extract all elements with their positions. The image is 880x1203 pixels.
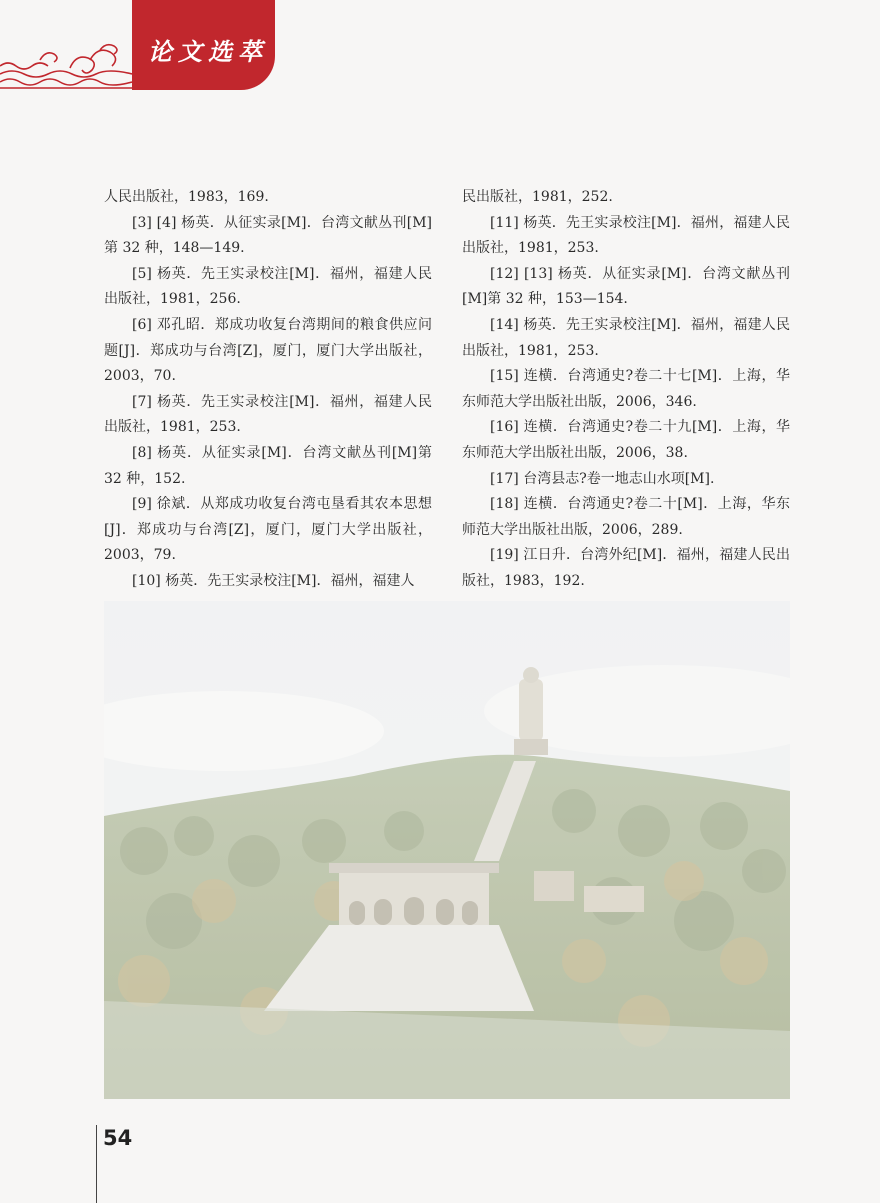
reference-item: [6] 邓孔昭．郑成功收复台湾期间的粮食供应问题[J]．郑成功与台湾[Z]，厦门，厦门大学出版社，2003，70. — [104, 316, 432, 385]
reference-item: 人民出版社，1983，169. — [104, 189, 269, 205]
reference-item: [18] 连横．台湾通史?卷二十[M]．上海，华东师范大学出版社出版，2006，289. — [462, 496, 790, 538]
reference-item: [15] 连横．台湾通史?卷二十七[M]．上海，华东师范大学出版社出版，2006，346. — [462, 368, 790, 410]
reference-item: [19] 江日升．台湾外纪[M]．福州，福建人民出版社，1983，192. — [462, 547, 790, 589]
reference-item: [17] 台湾县志?卷一地志山水项[M]. — [490, 470, 715, 487]
reference-item: [11] 杨英．先王实录校注[M]．福州，福建人民出版社，1981，253. — [462, 214, 790, 257]
reference-item: [7] 杨英．先王实录校注[M]．福州，福建人民出版社，1981，253. — [104, 393, 432, 436]
reference-item: [10] 杨英．先王实录校注[M]．福州，福建人 — [132, 572, 415, 589]
references-right-column — [462, 185, 790, 595]
page-margin-rule — [96, 1125, 97, 1203]
memorial-park-photo — [104, 601, 790, 1099]
reference-item: [16] 连横．台湾通史?卷二十九[M]．上海，华东师范大学出版社出版，2006，38. — [462, 419, 790, 461]
section-title: 论文选萃 — [148, 38, 268, 66]
reference-item: [14] 杨英．先王实录校注[M]．福州，福建人民出版社，1981，253. — [462, 316, 790, 359]
page-number: 54 — [103, 1126, 133, 1150]
reference-item: [8] 杨英．从征实录[M]．台湾文献丛刊[M]第 32 种，152. — [104, 444, 432, 487]
reference-item: [3] [4] 杨英．从征实录[M]．台湾文献丛刊[M]第 32 种，148—149. — [104, 214, 432, 257]
reference-item: [9] 徐斌．从郑成功收复台湾屯垦看其农本思想[J]．郑成功与台湾[Z]，厦门，厦门大学出版社，2003，79. — [104, 496, 432, 564]
references-left-column — [104, 185, 432, 595]
reference-item: [5] 杨英．先王实录校注[M]．福州，福建人民出版社，1981，256. — [104, 265, 432, 308]
reference-item: [12] [13] 杨英．从征实录[M]．台湾文献丛刊[M]第 32 种，153—154. — [462, 265, 790, 308]
section-header — [0, 0, 275, 90]
reference-item: 民出版社，1981，252. — [462, 189, 613, 205]
wave-ornament-icon — [0, 38, 132, 90]
